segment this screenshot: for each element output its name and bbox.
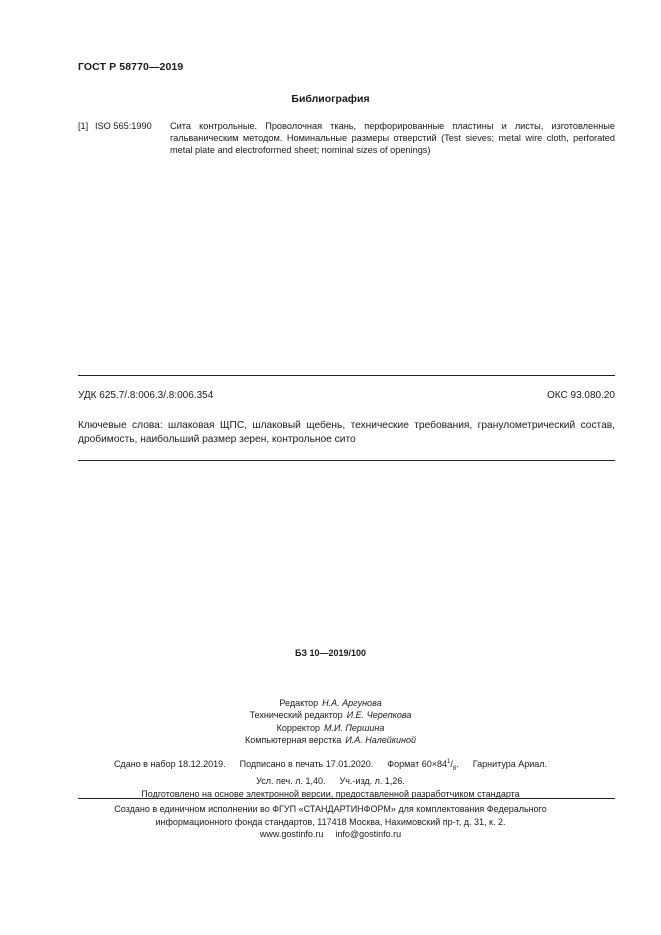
publication-info (0, 756, 661, 801)
footer (0, 803, 661, 841)
footer-line-2: информационного фонда стандартов, 117418 Москва, Нахимовский пр-т, д. 31, к. 2. (155, 816, 506, 827)
footer-line-1: Создано в единичном исполнении во ФГУП «СТАНДАРТИНФОРМ» для комплектования Федерального (114, 804, 547, 814)
edition-sheets: Уч.-изд. л. 1,26. (339, 776, 405, 787)
format-denominator: 8 (452, 765, 457, 772)
entry-reference: ISO 565:1990 (95, 121, 152, 131)
divider-top (78, 375, 615, 376)
keywords: Ключевые слова: шлаковая ЩПС, шлаковый щебень, технические требования, гранулометрический состав, дробимость, наибольший размер зерен, контрольное сито (78, 420, 615, 445)
divider-footer (78, 798, 615, 799)
credit-corrector (0, 722, 661, 734)
format-numerator: 1 (447, 759, 451, 765)
typeface: Гарнитура Ариал. (472, 759, 548, 769)
credit-name: М.И. Першина (323, 722, 385, 733)
credits (0, 697, 661, 746)
credit-layout (0, 734, 661, 746)
credit-role: Корректор (276, 722, 320, 733)
signed-date: Подписано в печать 17.01.2020. (239, 759, 374, 769)
publication-line-2 (0, 775, 661, 788)
footer-contacts (0, 828, 661, 841)
bz-number: БЗ 10—2019/100 (294, 648, 367, 658)
credit-role: Редактор (279, 698, 319, 708)
submitted-date: Сдано в набор 18.12.2019. (113, 759, 226, 769)
format-prefix: Формат 60×84 (387, 759, 448, 769)
standard-number: ГОСТ Р 58770—2019 (78, 61, 184, 73)
bibliography-title: Библиография (291, 93, 370, 105)
publication-line-1 (0, 756, 661, 775)
udk-code: УДК 625.7/.8:006.3/.8:006.354 (78, 390, 214, 401)
paper-format: Формат $60\times 84^1/_8$. (387, 759, 459, 772)
divider-bottom (78, 460, 615, 461)
credit-name: И.А. Налейкиной (345, 734, 417, 745)
entry-number: [1] (78, 121, 89, 131)
credit-role: Технический редактор (249, 710, 343, 721)
email-link[interactable]: info@gostinfo.ru (335, 829, 402, 839)
credit-name: И.Е. Черепкова (346, 710, 412, 721)
prepared-note: Подготовлено на основе электронной версии, предоставленной разработчиком стандарта (141, 788, 520, 799)
print-sheets: Усл. печ. л. 1,40. (256, 776, 326, 787)
credit-tech-editor (0, 709, 661, 721)
oks-code: ОКС 93.080.20 (547, 390, 615, 401)
website-link[interactable]: www.gostinfo.ru (259, 829, 324, 839)
credit-role: Компьютерная верстка (244, 734, 342, 745)
credit-name: Н.А. Аргунова (322, 698, 382, 708)
entry-text: Сита контрольные. Проволочная ткань, перфорированные пластины и листы, изготовленные гальваническим методом. Номинальные размеры отверстий (Test sieves; metal wire cloth, perforated metal plate and electroformed sheet; nominal sizes of openings) (170, 121, 615, 156)
credit-editor (0, 697, 661, 709)
